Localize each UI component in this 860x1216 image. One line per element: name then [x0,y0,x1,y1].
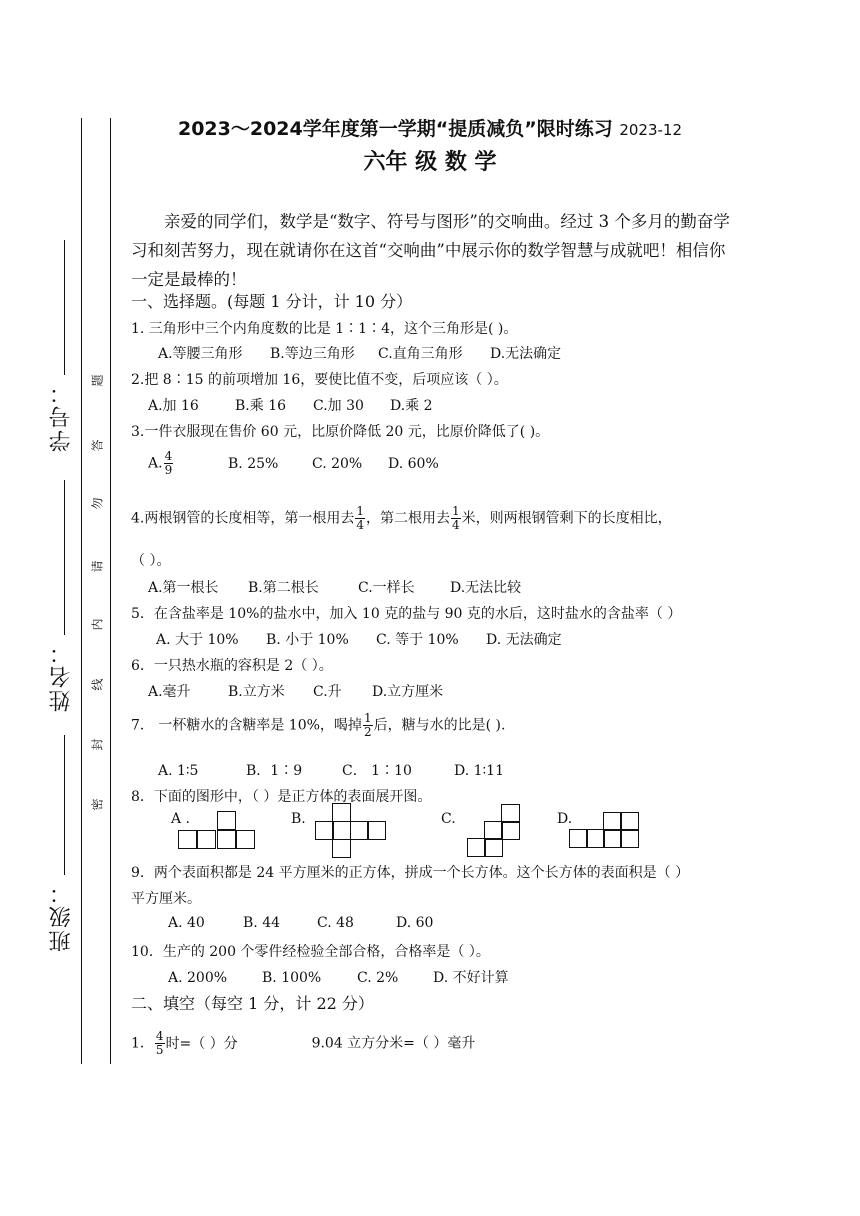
fraction-numerator: 1 [356,504,364,518]
q9-option-d[interactable]: D. 60 [396,915,434,931]
net-cell [367,821,386,840]
q1-option-a[interactable]: A.等腰三角形 [158,346,243,362]
q7-option-c[interactable]: C． 1∶10 [342,763,412,779]
q3-option-a-prefix: A. [148,455,163,472]
q1-option-b[interactable]: B.等边三角形 [270,346,355,362]
seal-char-ti: 题 [90,374,105,387]
q9-option-c[interactable]: C. 48 [317,915,354,931]
net-cell [620,829,639,848]
q3-options [148,450,439,477]
fraction-denominator: 2 [363,725,372,739]
fraction-numerator: 1 [363,711,372,725]
q6-options [148,681,443,701]
q2-option-d[interactable]: D.乘 2 [390,398,433,414]
q5-option-c[interactable]: C. 等于 10% [376,632,459,648]
q5-option-b[interactable]: B. 小于 10% [266,632,349,648]
net-cell [197,830,216,849]
net-cell [332,839,351,858]
q4-blank: （ ）。 [131,553,171,569]
q3-option-a-fraction [164,450,174,477]
q4-fraction1 [355,505,365,532]
q3-option-c[interactable]: C. 20% [312,455,363,472]
q2-text: 2.把 8∶15 的前项增加 16，要使比值不变，后项应该（ ）。 [131,372,508,388]
seal-char-qing: 请 [90,560,105,573]
q2-options [148,395,433,415]
exam-title-text: 2023～2024学年度第一学期“提质减负”限时练习 [177,118,613,140]
q8-label-c[interactable]: C. [441,811,456,827]
q9-text2: 平方厘米。 [131,891,201,907]
q9-option-b[interactable]: B. 44 [243,915,281,931]
fraction-numerator: 4 [164,449,173,463]
q6-text: 6．一只热水瓶的容积是 2（ ）。 [131,658,333,674]
net-cell [484,838,503,857]
net-cell [332,803,351,822]
q10-option-a[interactable]: A. 200% [168,970,228,986]
q7-options [158,760,504,780]
q10-options [168,967,509,987]
class-blank[interactable] [64,735,65,875]
q1-option-d[interactable]: D.无法确定 [490,346,562,362]
q4-option-c[interactable]: C.一样长 [358,580,415,596]
q4-part3: 米，则两根钢管剩下的长度相比， [461,510,672,527]
q8-text: 8．下面的图形中，（ ）是正方体的表面展开图。 [131,789,432,805]
q7-option-a[interactable]: A. 1∶5 [158,763,199,779]
q8-net-d[interactable] [569,812,639,848]
s2-q1-part2[interactable]: 9.04 立方分米=（ ）毫升 [311,1035,476,1052]
q5-option-d[interactable]: D. 无法确定 [486,632,562,648]
exam-subtitle: 六年 级 数 学 [363,150,497,175]
q8-net-c[interactable] [467,804,519,858]
student-id-blank[interactable] [64,240,65,375]
q7-option-b[interactable]: B．1∶9 [246,763,303,779]
q8-net-a[interactable] [178,811,258,851]
s2-q1-fraction [155,1030,165,1057]
net-cell [501,821,520,840]
q3-option-d[interactable]: D. 60% [388,455,439,472]
seal-char-da: 答 [90,439,105,452]
q4-option-d[interactable]: D.无法比较 [450,580,522,596]
q9-text: 9．两个表面积都是 24 平方厘米的正方体，拼成一个长方体。这个长方体的表面积是（ ） [131,865,690,881]
q6-option-c[interactable]: C.升 [313,684,342,700]
s2-q1 [131,1030,475,1057]
q9-options [168,915,433,931]
q10-option-c[interactable]: C. 2% [357,970,399,986]
q6-option-d[interactable]: D.立方厘米 [372,684,444,700]
section2-heading: 二、填空（每空 1 分，计 22 分） [131,994,374,1013]
q7-part1: 7． 一杯糖水的含糖率是 10%，喝掉 [131,717,362,734]
net-cell [217,830,236,849]
q7-part2: 后，糖与水的比是( ). [373,717,506,734]
q8-label-b[interactable]: B. [291,811,306,827]
exam-date: 2023-12 [619,121,683,139]
seal-char-wu: 勿 [90,497,105,510]
exam-title [0,114,860,141]
net-cell [217,811,236,830]
s2-q1-prefix: 1． [131,1035,154,1052]
binding-line-outer [81,118,82,1064]
q4-option-a[interactable]: A.第一根长 [148,580,219,596]
seal-char-xian: 线 [90,678,105,691]
q5-option-a[interactable]: A. 大于 10% [156,632,239,648]
q6-option-a[interactable]: A.毫升 [148,684,191,700]
fraction-numerator: 4 [155,1029,164,1043]
q1-text: 1. 三角形中三个内角度数的比是 1∶1∶4，这个三角形是( )。 [131,321,518,337]
q10-option-d[interactable]: D. 不好计算 [433,970,509,986]
q5-options [156,629,562,649]
seal-char-nei: 内 [90,618,105,631]
q7-option-d[interactable]: D. 1∶11 [454,763,504,779]
fraction-numerator: 1 [452,504,460,518]
fraction-denominator: 9 [164,463,173,477]
net-cell [332,821,351,840]
binding-line-inner [110,118,111,1064]
q5-text: 5．在含盐率是 10%的盐水中，加入 10 克的盐与 90 克的水后，这时盐水的含盐率（ ） [131,606,682,622]
q4-text [131,505,672,532]
q2-option-b[interactable]: B.乘 16 [235,398,287,414]
name-blank[interactable] [64,480,65,635]
q1-option-c[interactable]: C.直角三角形 [378,346,463,362]
q9-option-a[interactable]: A. 40 [168,915,205,931]
q10-option-b[interactable]: B. 100% [262,970,322,986]
intro-paragraph: 亲爱的同学们，数学是“数字、符号与图形”的交响曲。经过 3 个多月的勤奋学习和刻苦努力，现在就请你在这首“交响曲”中展示你的数学智慧与成就吧！相信你一定是最棒的！ [131,212,730,289]
class-label: 班级： [49,880,74,952]
q3-option-a[interactable] [148,450,228,477]
q8-net-b[interactable] [315,803,387,859]
s2-q1-part1[interactable]: 时=（ ）分 [165,1035,238,1052]
net-cell [236,830,255,849]
q3-option-b[interactable]: B. 25% [228,455,279,472]
q3-text: 3.一件衣服现在售价 60 元，比原价降低 20 元，比原价降低了( )。 [131,424,550,440]
q4-part1: 4.两根钢管的长度相等，第一根用去 [131,510,355,527]
q4-fraction2 [451,505,461,532]
q7-text [131,712,505,739]
q4-option-b[interactable]: B.第二根长 [248,580,319,596]
student-id-label: 学号： [49,380,74,452]
q10-text: 10．生产的 200 个零件经检验全部合格，合格率是（ ）。 [131,944,490,960]
q4-options [148,577,521,597]
q2-option-c[interactable]: C.加 30 [313,398,364,414]
fraction-denominator: 5 [155,1043,164,1057]
q8-label-d[interactable]: D. [557,811,573,827]
fraction-denominator: 4 [452,518,460,532]
q8-label-a[interactable]: A . [171,811,191,827]
q1-options [158,343,561,363]
section1-heading: 一、选择题。(每题 1 分计，计 10 分） [131,292,413,311]
seal-char-feng: 封 [90,738,105,751]
name-label: 姓名： [49,640,74,712]
q4-part2: ，第二根用去 [366,510,450,527]
net-cell [178,830,197,849]
seal-char-mi: 密 [90,798,105,811]
q2-option-a[interactable]: A.加 16 [148,398,199,414]
q6-option-b[interactable]: B.立方米 [228,684,285,700]
q7-fraction [363,712,373,739]
fraction-denominator: 4 [356,518,364,532]
